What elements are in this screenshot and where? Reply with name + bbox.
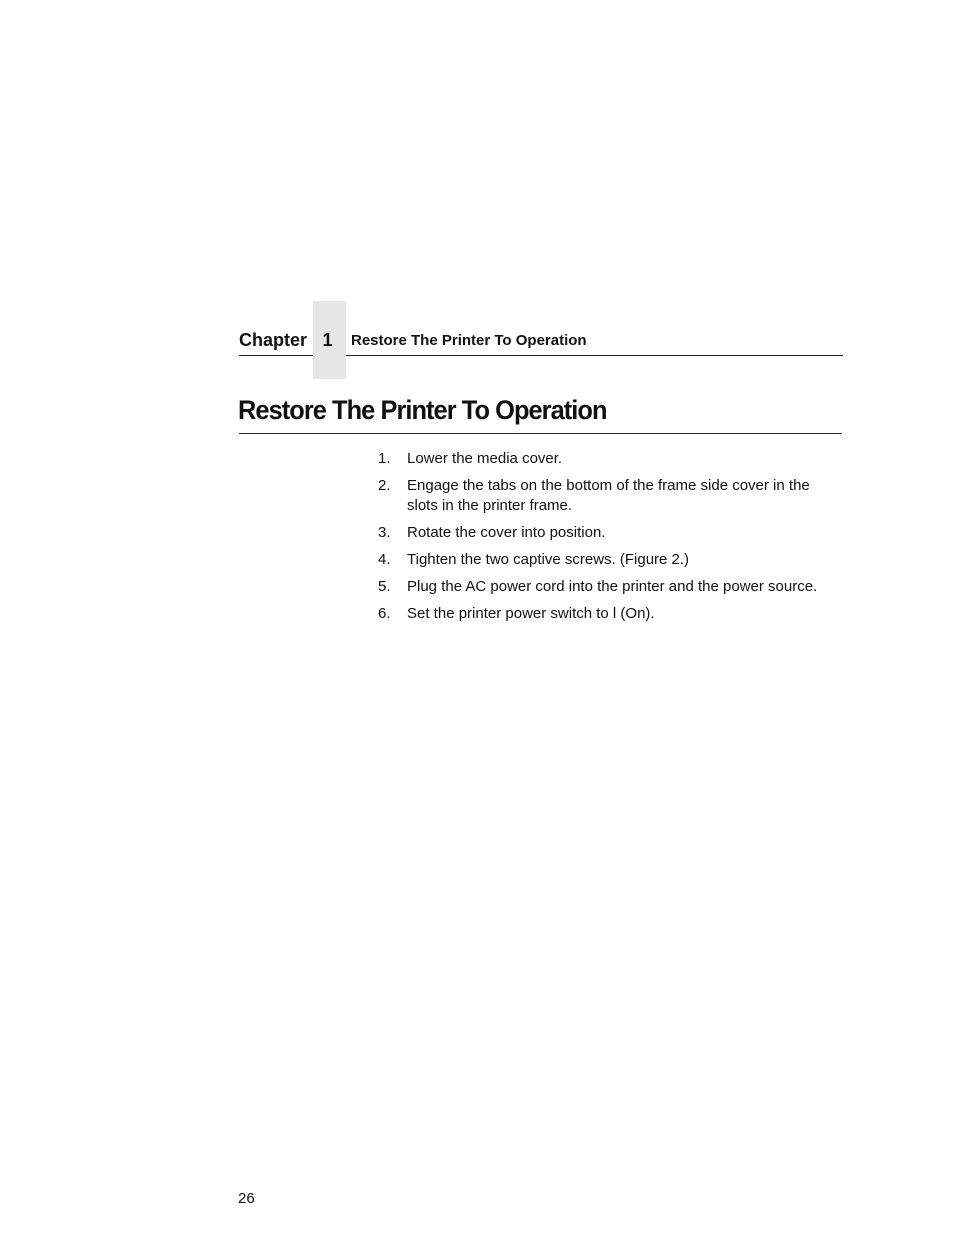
step-text: Plug the AC power cord into the printer and the power source. (407, 578, 818, 595)
step-number: 6. (378, 605, 391, 622)
list-item (378, 523, 840, 543)
step-text: Tighten the two captive screws. (Figure 2.) (407, 551, 690, 568)
section-title: Restore The Printer To Operation (238, 395, 607, 425)
list-item (378, 550, 840, 570)
header-rule (346, 355, 843, 356)
list-item (378, 604, 840, 624)
title-rule (239, 433, 842, 434)
step-text: Rotate the cover into position. (407, 524, 606, 541)
chapter-number: 1 (322, 330, 333, 350)
step-text: Lower the media cover. (407, 450, 563, 467)
chapter-label: Chapter (239, 330, 308, 350)
list-item (378, 476, 840, 516)
step-number: 5. (378, 578, 391, 595)
step-number: 3. (378, 524, 391, 541)
step-number: 4. (378, 551, 391, 568)
running-header-title: Restore The Printer To Operation (351, 332, 587, 349)
step-number: 1. (378, 450, 391, 467)
steps-list (378, 449, 840, 631)
list-item (378, 449, 840, 469)
page-number: 26 (238, 1190, 255, 1207)
step-text: Engage the tabs on the bottom of the frame side cover in the slots in the printer frame. (407, 477, 810, 514)
list-item (378, 577, 840, 597)
step-number: 2. (378, 477, 391, 494)
step-text: Set the printer power switch to l (On). (407, 605, 655, 622)
header-rule-left (239, 355, 313, 356)
